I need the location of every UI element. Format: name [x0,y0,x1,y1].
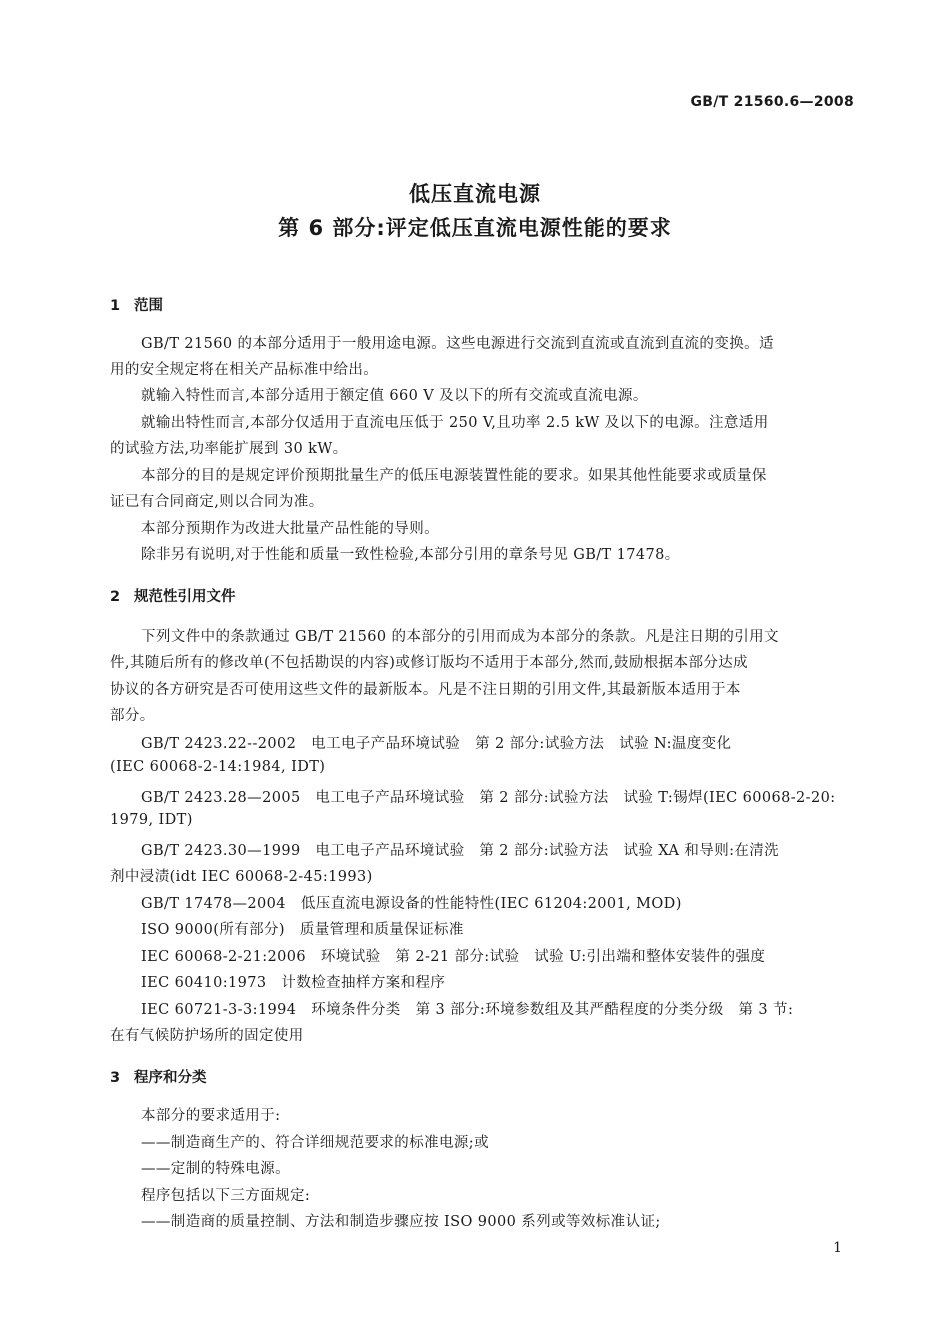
text-line: 就输入特性而言,本部分适用于额定值 660 V 及以下的所有交流或直流电源。 [141,388,648,404]
reference-entry: 1979, IDT) [110,812,193,828]
section-title: 程序和分类 [134,1070,207,1086]
section-number: 2 [110,589,121,605]
text-line: 除非另有说明,对于性能和质量一致性检验,本部分引用的章条号见 GB/T 17478。 [141,547,680,563]
text-line: 就输出特性而言,本部分仅适用于直流电压低于 250 V,且功率 2.5 kW 及以下的电源。注意适用 [141,415,769,431]
section-number: 3 [110,1070,121,1086]
document-title-line2: 第 6 部分:评定低压直流电源性能的要求 [278,216,672,240]
text-line: GB/T 21560 的本部分适用于一般用途电源。这些电源进行交流到直流或直流到直流的变换。适 [141,336,774,352]
text-line: 的试验方法,功率能扩展到 30 kW。 [110,441,348,457]
reference-entry: GB/T 17478—2004 低压直流电源设备的性能特性(IEC 61204:2001, MOD) [141,896,682,912]
reference-entry: IEC 60721-3-3:1994 环境条件分类 第 3 部分:环境参数组及其严酷程度的分类分级 第 3 节: [141,1002,794,1018]
text-line: 协议的各方研究是否可使用这些文件的最新版本。凡是不注日期的引用文件,其最新版本适用于本 [110,682,741,698]
list-item: ——制造商的质量控制、方法和制造步骤应按 ISO 9000 系列或等效标准认证; [141,1214,661,1230]
text-line: 本部分的要求适用于: [141,1108,281,1124]
text-line: 程序包括以下三方面规定: [141,1188,311,1204]
section-2-heading [110,585,236,606]
reference-entry: GB/T 2423.28—2005 电工电子产品环境试验 第 2 部分:试验方法 试验 T:锡焊(IEC 60068-2-20: [141,790,836,806]
page-number: 1 [833,1240,842,1256]
text-line: 下列文件中的条款通过 GB/T 21560 的本部分的引用而成为本部分的条款。凡是注日期的引用文 [141,629,779,645]
reference-entry: 在有气候防护场所的固定使用 [110,1028,304,1044]
document-title-line1: 低压直流电源 [409,182,541,206]
reference-entry: IEC 60068-2-21:2006 环境试验 第 2-21 部分:试验 试验 U:引出端和整体安装件的强度 [141,949,766,965]
text-line: 件,其随后所有的修改单(不包括勘误的内容)或修订版均不适用于本部分,然而,鼓励根据本部分达成 [110,655,749,671]
section-number: 1 [110,298,121,314]
text-line: 用的安全规定将在相关产品标准中给出。 [110,362,379,378]
reference-entry: GB/T 2423.22--2002 电工电子产品环境试验 第 2 部分:试验方法 试验 N:温度变化 [141,736,732,752]
standard-code: GB/T 21560.6—2008 [690,94,854,110]
text-line: 本部分的目的是规定评价预期批量生产的低压电源装置性能的要求。如果其他性能要求或质量保 [141,468,767,484]
text-line: 本部分预期作为改进大批量产品性能的导则。 [141,521,439,537]
reference-entry: (IEC 60068-2-14:1984, IDT) [110,759,326,775]
section-1-heading [110,294,163,315]
list-item: ——定制的特殊电源。 [141,1161,290,1177]
list-item: ——制造商生产的、符合详细规范要求的标准电源;或 [141,1135,489,1151]
section-title: 规范性引用文件 [134,589,236,605]
reference-entry: 剂中浸渍(idt IEC 60068-2-45:1993) [110,869,373,885]
reference-entry: GB/T 2423.30—1999 电工电子产品环境试验 第 2 部分:试验方法 试验 XA 和导则:在清洗 [141,843,780,859]
reference-entry: ISO 9000(所有部分) 质量管理和质量保证标准 [141,922,464,938]
section-3-heading [110,1066,207,1087]
text-line: 证已有合同商定,则以合同为准。 [110,494,324,510]
section-title: 范围 [134,298,163,314]
reference-entry: IEC 60410:1973 计数检查抽样方案和程序 [141,975,446,991]
text-line: 部分。 [110,708,155,724]
